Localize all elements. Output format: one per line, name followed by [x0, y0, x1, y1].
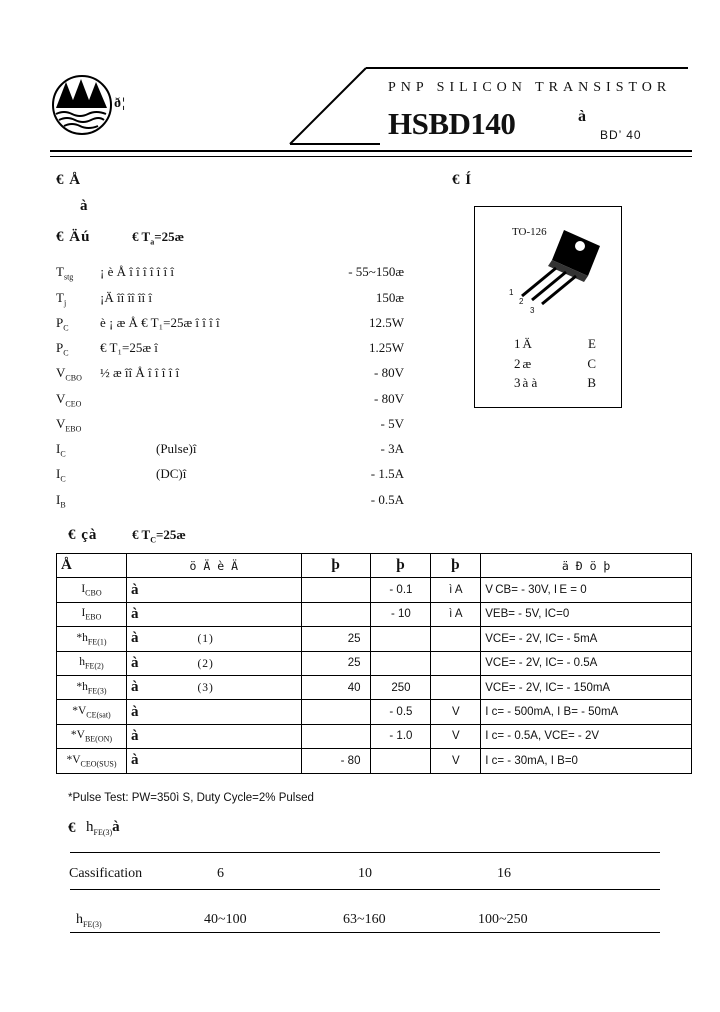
max-cell	[371, 651, 431, 675]
hfe-heading-marker: €	[68, 820, 77, 836]
rating-row	[56, 340, 406, 358]
param-subscript: CBO	[85, 588, 102, 598]
rating-row	[56, 290, 406, 308]
pin-separator: Ä	[522, 336, 532, 351]
rating-symbol: V	[56, 416, 66, 431]
param-symbol-cell	[57, 700, 127, 724]
pin-number: 3	[514, 375, 521, 390]
range-6: 40~100	[204, 912, 247, 927]
rating-row	[56, 391, 406, 409]
param-symbol-cell	[57, 749, 127, 773]
rating-subscript: j	[63, 298, 67, 308]
test-condition-cell: VCE= - 2V, IC= - 150mA	[481, 675, 692, 699]
test-condition-cell: I c= - 0.5A, VCE= - 2V	[481, 724, 692, 748]
param-subscript: CE(sat)	[86, 710, 111, 720]
header-rule-thin	[50, 156, 692, 157]
min-cell	[301, 724, 371, 748]
max-cell: - 0.5	[371, 700, 431, 724]
max-cell: - 0.1	[371, 578, 431, 602]
param-symbol-cell	[57, 602, 127, 626]
rating-value: - 0.5A	[370, 492, 404, 507]
features-line: à	[80, 198, 89, 214]
table-row	[57, 627, 692, 651]
rating-value: 1.25W	[368, 340, 404, 355]
min-cell: 40	[301, 675, 371, 699]
min-cell: 25	[301, 651, 371, 675]
rating-symbol: I	[56, 492, 61, 507]
param-symbol: *V	[70, 729, 85, 742]
rating-symbol: T	[56, 290, 64, 305]
rating-description: (Pulse)î	[156, 441, 197, 456]
header-cell: ä Ð ö þ	[481, 554, 692, 578]
rating-value: 150æ	[375, 290, 404, 305]
pin-name: E	[588, 336, 596, 351]
param-name: à	[130, 752, 140, 769]
class-10: 10	[358, 866, 372, 881]
param-subscript: FE(1)	[87, 637, 107, 647]
electrical-characteristics-table	[56, 553, 692, 774]
condition-number: (1)	[197, 633, 214, 646]
rating-row	[56, 441, 406, 459]
unit-cell	[431, 651, 481, 675]
pin-name: C	[587, 356, 596, 371]
rating-subscript: C	[63, 348, 69, 358]
test-condition-cell: I c= - 30mA, I B=0	[481, 749, 692, 773]
param-subscript: FE(2)	[85, 661, 104, 671]
features-heading: € Å	[56, 172, 82, 188]
class-rule-bottom	[70, 932, 660, 933]
param-name-cell	[126, 627, 301, 651]
rating-row	[56, 365, 406, 383]
param-subscript: EBO	[85, 612, 102, 622]
classification-label: Cassification	[69, 866, 143, 881]
range-16: 100~250	[478, 912, 528, 927]
class-rule-mid	[70, 889, 660, 890]
condition-number: (2)	[197, 657, 214, 670]
table-row	[57, 602, 692, 626]
param-name-cell	[126, 675, 301, 699]
param-symbol: I	[81, 607, 86, 620]
part-suffix: à	[578, 108, 587, 125]
rating-description: è ¡ æ Å € T₁=25æ î î î î	[100, 315, 220, 330]
rating-subscript: C	[60, 449, 66, 459]
rating-subscript: CBO	[65, 373, 82, 383]
rating-symbol: T	[56, 264, 64, 279]
rating-value: - 80V	[374, 391, 404, 406]
unit-cell: V	[431, 749, 481, 773]
unit-cell	[431, 675, 481, 699]
param-name: à	[130, 605, 140, 622]
unit-cell: ì A	[431, 602, 481, 626]
rating-value: 12.5W	[368, 315, 404, 330]
param-name: à	[130, 581, 140, 598]
header-rule-thick	[50, 150, 692, 152]
param-subscript: FE(3)	[87, 685, 107, 695]
param-symbol: I	[81, 582, 86, 595]
param-name: à	[130, 630, 140, 647]
table-row	[57, 675, 692, 699]
param-name-cell	[126, 578, 301, 602]
header-cell: ö Ä è Ä	[126, 554, 301, 578]
param-symbol-cell	[57, 578, 127, 602]
pulse-footnote: *Pulse Test: PW=350ì S, Duty Cycle=2% Pulsed	[68, 792, 314, 804]
param-name: à	[130, 727, 140, 744]
pin-number-3: 3	[530, 306, 535, 315]
outline-heading: € Í	[452, 172, 473, 188]
table-row	[57, 578, 692, 602]
table-header-row	[57, 554, 692, 578]
rating-value: - 1.5A	[370, 466, 404, 481]
unit-cell: V	[431, 700, 481, 724]
rating-subscript: EBO	[65, 424, 82, 434]
pin-separator: à à	[522, 375, 538, 390]
pin-number: 2	[514, 356, 521, 371]
rating-subscript: B	[60, 500, 66, 510]
table-row	[57, 700, 692, 724]
rating-row	[56, 492, 406, 510]
table-row	[57, 749, 692, 773]
header-cell: Å	[57, 554, 127, 578]
param-symbol-cell	[57, 675, 127, 699]
unit-cell	[431, 627, 481, 651]
max-cell	[371, 749, 431, 773]
range-10: 63~160	[343, 912, 386, 927]
ec-heading: € çà	[68, 527, 98, 543]
pin-row	[514, 375, 596, 391]
param-name-cell	[126, 651, 301, 675]
table-row	[57, 724, 692, 748]
rating-value: - 3A	[380, 441, 404, 456]
rating-row	[56, 315, 406, 333]
param-subscript: BE(ON)	[84, 734, 113, 744]
param-symbol: *V	[66, 753, 81, 766]
header-cell: þ	[301, 554, 371, 578]
param-name-cell	[126, 724, 301, 748]
param-symbol: h	[79, 656, 86, 669]
param-symbol: *h	[76, 631, 88, 644]
rating-row	[56, 416, 406, 434]
rating-value: - 5V	[380, 416, 404, 431]
rating-symbol: P	[56, 340, 64, 355]
rating-symbol: V	[56, 365, 66, 380]
min-cell: - 80	[301, 749, 371, 773]
max-cell: - 1.0	[371, 724, 431, 748]
rating-row	[56, 264, 406, 282]
param-name-cell	[126, 749, 301, 773]
ratings-condition: € $T_a=25æ$	[132, 229, 184, 247]
test-condition-cell: VEB= - 5V, IC=0	[481, 602, 692, 626]
param-name-cell	[126, 700, 301, 724]
param-symbol-cell	[57, 651, 127, 675]
rating-description: ¡ è Å î î î î î î î	[100, 264, 175, 279]
param-subscript: CEO(SUS)	[80, 758, 117, 768]
rating-value: - 80V	[374, 365, 404, 380]
rating-symbol: V	[56, 391, 66, 406]
test-condition-cell: V CB= - 30V, I E = 0	[481, 578, 692, 602]
unit-cell: V	[431, 724, 481, 748]
param-name: à	[130, 703, 140, 720]
pin-number: 1	[514, 336, 521, 351]
rating-subscript: C	[60, 474, 66, 484]
header-cell: þ	[371, 554, 431, 578]
rating-description: ¡Ä îî îî îî î	[100, 290, 152, 305]
rating-description: ½ æ îî Å î î î î î	[100, 365, 180, 380]
test-condition-cell: VCE= - 2V, IC= - 5mA	[481, 627, 692, 651]
min-cell	[301, 578, 371, 602]
param-name: à	[130, 679, 140, 696]
rating-description: (DC)î	[156, 466, 187, 481]
param-symbol: *h	[76, 680, 88, 693]
logo-glyph: ð¦	[114, 96, 127, 111]
max-cell	[371, 627, 431, 651]
condition-number: (3)	[197, 682, 214, 695]
rating-symbol: I	[56, 466, 61, 481]
to126-package-icon	[500, 224, 610, 314]
hfe-heading: $h_{FE(3)}à$	[86, 819, 121, 837]
param-name: à	[130, 654, 140, 671]
rating-symbol: P	[56, 315, 64, 330]
ec-condition: € $T_C=25æ$	[132, 527, 186, 545]
param-name-cell	[126, 602, 301, 626]
class-6: 6	[217, 866, 224, 881]
ratings-heading: € Äú	[56, 229, 91, 245]
unit-cell: ì A	[431, 578, 481, 602]
test-condition-cell: I c= - 500mA, I B= - 50mA	[481, 700, 692, 724]
pin-number-2: 2	[519, 297, 524, 306]
rating-row	[56, 466, 406, 484]
min-cell	[301, 700, 371, 724]
rating-subscript: CEO	[65, 399, 82, 409]
min-cell	[301, 602, 371, 626]
class-16: 16	[497, 866, 511, 881]
hfe3-label: $h_{FE(3)}$	[76, 912, 102, 929]
pin-separator: æ	[522, 356, 532, 371]
table-row	[57, 651, 692, 675]
class-rule-top	[70, 852, 660, 853]
param-symbol-cell	[57, 627, 127, 651]
pin-name: B	[587, 375, 596, 390]
test-condition-cell: VCE= - 2V, IC= - 0.5A	[481, 651, 692, 675]
pin-number-1: 1	[509, 288, 514, 297]
subtitle: PNP SILICON TRANSISTOR	[388, 80, 672, 95]
param-symbol-cell	[57, 724, 127, 748]
pin-row	[514, 356, 596, 372]
max-cell: - 10	[371, 602, 431, 626]
rating-symbol: I	[56, 441, 61, 456]
pin-row	[514, 336, 596, 352]
param-symbol: *V	[72, 704, 87, 717]
rating-subscript: C	[63, 323, 69, 333]
rating-description: € T₁=25æ î	[100, 340, 158, 355]
part-number: HSBD140	[388, 106, 516, 141]
rating-value: - 55~150æ	[348, 264, 404, 279]
min-cell: 25	[301, 627, 371, 651]
header-cell: þ	[431, 554, 481, 578]
max-cell: 250	[371, 675, 431, 699]
package-label: TO-126	[512, 226, 547, 238]
equivalent-part: BD’ 40	[600, 128, 642, 142]
rating-subscript: stg	[63, 272, 74, 282]
